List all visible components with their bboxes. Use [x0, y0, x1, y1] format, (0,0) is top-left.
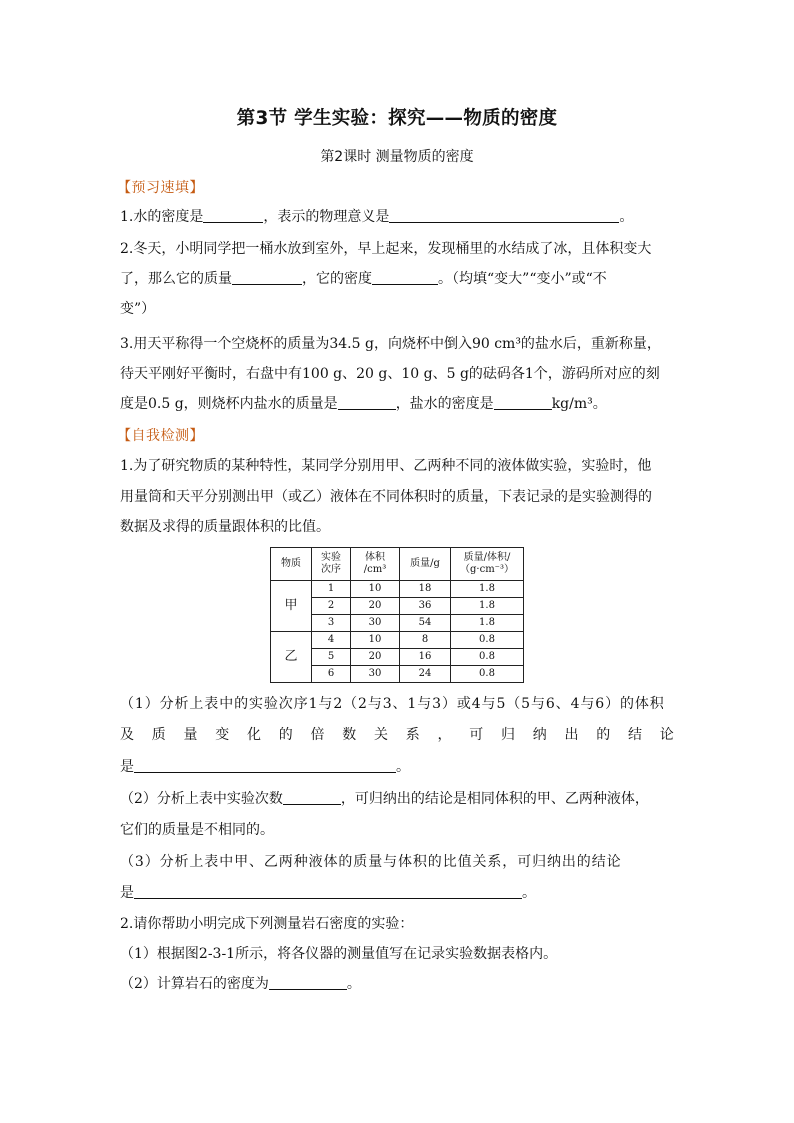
justified-char: 系 [405, 727, 420, 743]
question-p2-line1: 2.冬天，小明同学把一桶水放到室外，早上起来，发现桶里的水结成了冰，且体积变大 [120, 241, 652, 257]
page-title: 第3节 学生实验：探究——物质的密度 [236, 108, 558, 129]
table-header: 质量/体积/ （g·cm⁻³） [451, 548, 524, 581]
sub-question-3-line1: （3）分析上表中甲、乙两种液体的质量与体积的比值关系，可归纳出的结论 [120, 854, 622, 870]
justified-char: 出 [564, 727, 579, 743]
table-cell: 6 [312, 666, 351, 683]
table-cell: 54 [400, 615, 451, 632]
question-q2-line1: 2.请你帮助小明完成下列测量岩石密度的实验： [120, 916, 414, 932]
table-cell: 0.8 [451, 632, 524, 649]
justified-char: 及 [120, 727, 134, 743]
table-cell: 10 [351, 581, 400, 598]
question-p2-line3: 变”） [120, 301, 156, 317]
table-header-row [271, 548, 524, 581]
answer-blank[interactable] [134, 884, 522, 899]
justified-char: 化 [247, 727, 261, 743]
table-cell: 30 [351, 615, 400, 632]
table-cell: 5 [312, 649, 351, 666]
answer-blank[interactable] [389, 208, 619, 223]
table-header: 体积 /cm³ [351, 548, 400, 581]
answer-blank[interactable] [338, 395, 396, 410]
sub-question-2-line2: 它们的质量是不相同的。 [120, 822, 274, 838]
table-cell: 10 [351, 632, 400, 649]
justified-char: 量 [183, 727, 198, 743]
table-cell: 18 [400, 581, 451, 598]
section-heading-selfcheck: 【自我检测】 [117, 428, 204, 444]
sub-question-3-line2: 是 。 [120, 885, 536, 901]
table-header: 物质 [271, 548, 312, 581]
table-row [271, 632, 524, 649]
table-cell: 36 [400, 598, 451, 615]
table-cell: 1.8 [451, 581, 524, 598]
justified-char: 可 [469, 727, 484, 743]
page-subtitle: 第2课时 测量物质的密度 [320, 149, 474, 165]
justified-char: 纳 [532, 727, 547, 743]
data-table [270, 547, 524, 683]
justified-char: 的 [278, 727, 293, 743]
answer-blank[interactable] [203, 208, 263, 223]
justified-char: 论 [659, 727, 674, 743]
table-row [271, 581, 524, 598]
question-p1: 1.水的密度是 ，表示的物理意义是 。 [120, 209, 634, 225]
table-cell: 0.8 [451, 666, 524, 683]
table-header: 实验 次序 [312, 548, 351, 581]
answer-blank[interactable] [134, 758, 396, 773]
table-cell: 20 [351, 598, 400, 615]
sub-question-2-line1: （2）分析上表中实验次数 ，可归纳出的结论是相同体积的甲、乙两种液体， [120, 791, 649, 807]
table-cell: 20 [351, 649, 400, 666]
table-cell: 1.8 [451, 615, 524, 632]
question-q1-line2: 用量筒和天平分别测出甲（或乙）液体在不同体积时的质量，下表记录的是实验测得的 [120, 489, 652, 505]
table-cell: 0.8 [451, 649, 524, 666]
answer-blank[interactable] [372, 270, 438, 285]
question-q1-line1: 1.为了研究物质的某种特性，某同学分别用甲、乙两种不同的液体做实验，实验时，他 [120, 458, 652, 474]
section-heading-preview: 【预习速填】 [117, 180, 204, 196]
table-cell-substance: 甲 [271, 581, 312, 632]
table-cell: 16 [400, 649, 451, 666]
justified-char: 变 [215, 727, 230, 743]
question-q1-line3: 数据及求得的质量跟体积的比值。 [120, 519, 330, 535]
table-cell: 24 [400, 666, 451, 683]
table-cell: 1.8 [451, 598, 524, 615]
sub-question-1-line1: （1）分析上表中的实验次序1与2（2与3、1与3）或4与5（5与6、4与6）的体积 [120, 696, 665, 712]
table-cell-substance: 乙 [271, 632, 312, 683]
table-cell: 8 [400, 632, 451, 649]
table-cell: 30 [351, 666, 400, 683]
question-p2-line2: 了，那么它的质量 ，它的密度 。（均填“变大”“变小”或“不 [120, 271, 607, 287]
table-cell: 4 [312, 632, 351, 649]
question-p3-line3: 度是0.5 g，则烧杯内盐水的质量是 ，盐水的密度是 kg/m³。 [120, 396, 607, 412]
justified-char: 关 [374, 727, 388, 743]
sub-question-1-line3: 是 。 [120, 759, 410, 775]
justified-char: 倍 [310, 727, 325, 743]
justified-char: 结 [628, 727, 642, 743]
justified-char: 归 [501, 727, 515, 743]
table-header: 质量/g [400, 548, 451, 581]
justified-char: 的 [596, 727, 611, 743]
question-q2-line2: （1）根据图2-3-1所示，将各仪器的测量值写在记录实验数据表格内。 [120, 946, 558, 962]
table-cell: 2 [312, 598, 351, 615]
justified-char: ， [437, 727, 452, 743]
question-q2-line3: （2）计算岩石的密度为 。 [120, 976, 361, 992]
answer-blank[interactable] [232, 270, 302, 285]
table-cell: 3 [312, 615, 351, 632]
table-cell: 1 [312, 581, 351, 598]
answer-blank[interactable] [494, 395, 552, 410]
answer-blank[interactable] [269, 975, 347, 990]
question-p3-line1: 3.用天平称得一个空烧杯的质量为34.5 g，向烧杯中倒入90 cm³的盐水后，重新称量， [120, 336, 661, 352]
justified-char: 质 [151, 727, 166, 743]
sub-question-1-line2 [120, 725, 674, 745]
question-p3-line2: 待天平刚好平衡时，右盘中有100 g、20 g、10 g、5 g的砝码各1个，游码所对应的刻 [120, 366, 660, 382]
answer-blank[interactable] [283, 790, 341, 805]
justified-char: 数 [342, 727, 357, 743]
